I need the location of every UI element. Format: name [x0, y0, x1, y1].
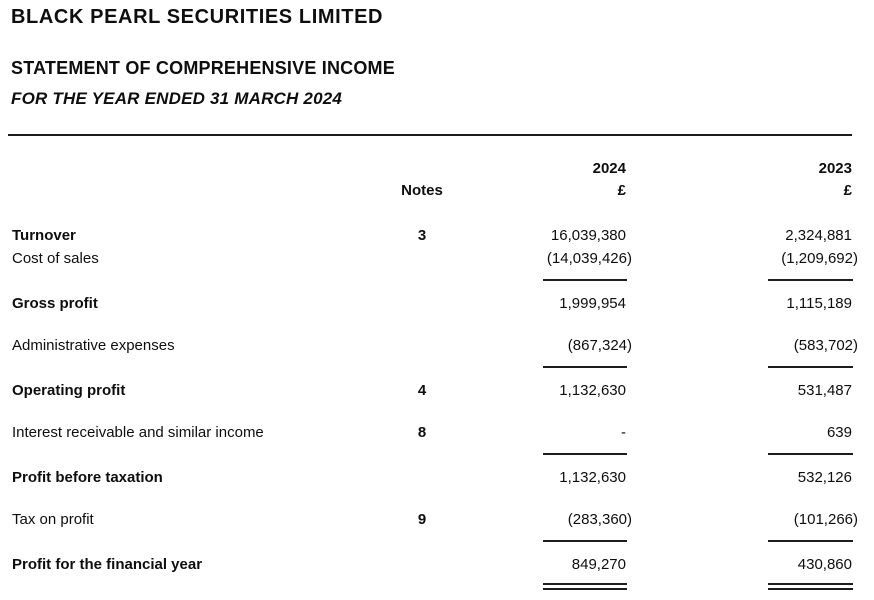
rule-current-column	[543, 453, 627, 455]
row-note: 8	[417, 424, 427, 441]
table-body	[12, 224, 858, 590]
rule-prior-column	[768, 366, 853, 368]
rule-current-column	[543, 279, 627, 281]
rule-prior-column	[768, 453, 853, 455]
rule-current-column	[543, 540, 627, 542]
amount-current: 1,999,954	[559, 295, 626, 312]
amount-current: (14,039,426)	[546, 250, 632, 267]
table-row	[12, 379, 858, 402]
row-label: Tax on profit	[12, 511, 94, 528]
notes-header: Notes	[401, 182, 443, 199]
total-double-rule-row	[12, 583, 858, 590]
row-label: Turnover	[12, 227, 76, 244]
amount-current: (867,324)	[567, 337, 632, 354]
table-row	[12, 334, 858, 357]
rule-prior-column	[768, 279, 853, 281]
subtotal-rule-row	[12, 279, 858, 281]
table-row	[12, 421, 858, 444]
amount-prior: (583,702)	[793, 337, 858, 354]
amount-prior: 531,487	[797, 382, 852, 399]
amount-prior: 2,324,881	[785, 227, 852, 244]
row-note: 4	[417, 382, 427, 399]
rule-current-column	[543, 366, 627, 368]
row-label: Operating profit	[12, 382, 126, 399]
row-label: Administrative expenses	[12, 337, 175, 354]
row-label: Cost of sales	[12, 250, 99, 267]
subtotal-rule-row	[12, 453, 858, 455]
row-label: Gross profit	[12, 295, 98, 312]
table-row	[12, 292, 858, 315]
subtotal-rule-row	[12, 366, 858, 368]
table-row	[12, 508, 858, 531]
table-header-years	[12, 158, 858, 180]
amount-current: 1,132,630	[559, 469, 626, 486]
amount-current: 16,039,380	[550, 227, 626, 244]
company-title: BLACK PEARL SECURITIES LIMITED	[11, 6, 384, 28]
amount-prior: 430,860	[797, 556, 852, 573]
amount-prior: 639	[826, 424, 852, 441]
amount-prior: 532,126	[797, 469, 852, 486]
table-header-notes-currency	[12, 180, 858, 202]
row-label: Interest receivable and similar income	[12, 424, 264, 441]
rule-prior-column	[768, 540, 853, 542]
subtotal-rule-row	[12, 540, 858, 542]
row-label: Profit before taxation	[12, 469, 163, 486]
double-rule-current-column	[543, 583, 627, 590]
amount-current: -	[621, 424, 626, 441]
amount-prior: (1,209,692)	[781, 250, 858, 267]
statement-title: STATEMENT OF COMPREHENSIVE INCOME	[11, 58, 395, 78]
amount-current: (283,360)	[567, 511, 632, 528]
table-row	[12, 247, 858, 270]
row-note: 3	[417, 227, 427, 244]
row-label: Profit for the financial year	[12, 556, 203, 573]
table-row	[12, 224, 858, 247]
header-rule	[8, 134, 852, 136]
amount-current: 849,270	[571, 556, 626, 573]
amount-prior: 1,115,189	[786, 295, 852, 312]
currency-prior-header: £	[843, 182, 852, 199]
currency-current-header: £	[617, 182, 626, 199]
double-rule-prior-column	[768, 583, 853, 590]
table-row	[12, 553, 858, 576]
table-row	[12, 466, 858, 489]
amount-current: 1,132,630	[559, 382, 626, 399]
income-statement-table	[12, 158, 858, 600]
year-prior-header: 2023	[818, 160, 852, 177]
row-note: 9	[417, 511, 427, 528]
period-title: FOR THE YEAR ENDED 31 MARCH 2024	[11, 89, 343, 108]
year-current-header: 2024	[592, 160, 626, 177]
amount-prior: (101,266)	[793, 511, 858, 528]
